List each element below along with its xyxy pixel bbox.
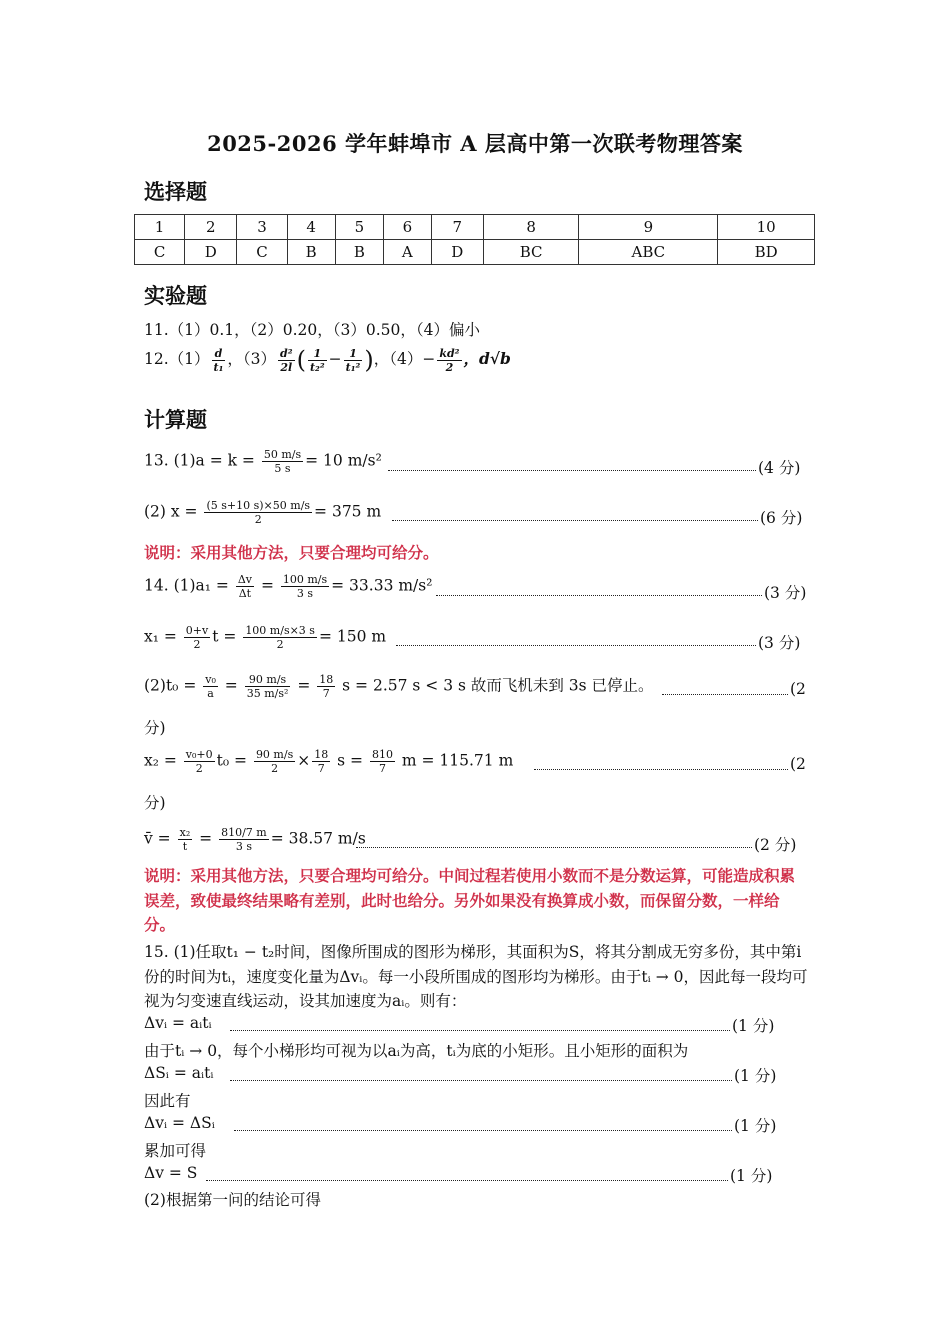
q15-eq1: Δvᵢ = aᵢtᵢ xyxy=(144,1014,212,1032)
fraction xyxy=(204,499,312,526)
table-cell: 8 xyxy=(483,215,578,240)
q15-part2: (2)根据第一问的结论可得 xyxy=(144,1191,321,1209)
q15-eq4: Δv = S xyxy=(144,1164,198,1182)
minus: − xyxy=(328,350,342,368)
q15-intro: 15. (1)任取t₁ − t₂时间，图像所围成的图形为梯形，其面积为S，将其分割成无穷多份，其中第i份的时间为tᵢ，速度变化量为Δvᵢ。每一小段所围成的图形均为梯形。由于tᵢ → 0，因此每一段均可视为匀变速直线运动，设其加速度为aᵢ。则有： xyxy=(144,943,808,1010)
text: = 10 m/s² xyxy=(305,451,382,470)
numerator: 100 m/s×3 s xyxy=(245,624,315,637)
table-cell: 9 xyxy=(579,215,718,240)
answer-q11: 11.（1）0.1，（2）0.20，（3）0.50，（4）偏小 xyxy=(144,321,481,339)
table-cell: 2 xyxy=(185,215,237,240)
text: x₂ = xyxy=(144,751,182,770)
fraction xyxy=(219,826,269,853)
score: (3 分) xyxy=(758,634,801,652)
score: (6 分) xyxy=(760,509,803,527)
denominator: a xyxy=(207,687,214,700)
numerator: 1 xyxy=(308,347,327,361)
fraction xyxy=(317,673,335,700)
table-cell: B xyxy=(287,240,335,265)
denominator: 2 xyxy=(276,638,284,651)
fraction xyxy=(243,624,317,651)
paren-open: ( xyxy=(296,346,306,374)
table-cell: 4 xyxy=(287,215,335,240)
text: = 38.57 m/s xyxy=(270,829,366,848)
denominator: 2 xyxy=(271,762,279,775)
numerator: d xyxy=(212,347,226,361)
leader-dots xyxy=(356,847,752,848)
numerator: 100 m/s xyxy=(282,573,328,586)
score: (2 xyxy=(790,680,806,698)
leader-dots xyxy=(662,694,788,695)
section-heading-experiment: 实验题 xyxy=(144,283,207,308)
denominator: 2 xyxy=(254,513,262,526)
numerator: 18 xyxy=(314,748,329,761)
denominator: 7 xyxy=(317,762,325,775)
table-cell: 5 xyxy=(335,215,383,240)
text: = 33.33 m/s² xyxy=(331,576,433,595)
denominator: 7 xyxy=(322,687,330,700)
leader-dots xyxy=(534,769,788,770)
denominator: 2l xyxy=(280,360,293,374)
fraction xyxy=(370,748,395,775)
text: = 375 m xyxy=(314,502,382,521)
q14-x2 xyxy=(144,748,513,775)
denominator: 3 s xyxy=(235,840,252,853)
denominator: 2 xyxy=(193,638,201,651)
denominator: t₂² xyxy=(309,360,325,374)
note-1: 说明：采用其他方法，只要合理均可给分。 xyxy=(144,543,439,562)
numerator: x₂ xyxy=(179,826,191,839)
leader-dots xyxy=(230,1030,730,1031)
text: = xyxy=(194,829,218,848)
denominator: t xyxy=(182,840,188,853)
table-cell: D xyxy=(185,240,237,265)
denominator: t₁² xyxy=(345,360,361,374)
text: × xyxy=(297,751,311,770)
fraction xyxy=(178,826,193,853)
leader-dots xyxy=(396,645,756,646)
text: = 150 m xyxy=(318,627,387,646)
fraction xyxy=(278,347,295,374)
q14-x1 xyxy=(144,624,386,651)
q15-text4: 累加可得 xyxy=(144,1142,207,1160)
numerator: v₀ xyxy=(205,673,216,686)
leader-dots xyxy=(234,1130,732,1131)
table-cell: 6 xyxy=(384,215,432,240)
fraction xyxy=(312,748,330,775)
score-continued: 分) xyxy=(144,794,166,812)
table-row-answers xyxy=(135,240,815,265)
leader-dots xyxy=(230,1080,732,1081)
text: = xyxy=(219,676,243,695)
text: = xyxy=(256,576,279,595)
text: ，（4）− xyxy=(373,350,436,368)
score: (2 分) xyxy=(754,836,797,854)
fraction xyxy=(254,748,295,775)
text: = xyxy=(292,676,316,695)
numerator: 90 m/s xyxy=(245,673,291,687)
table-cell: D xyxy=(431,240,483,265)
fraction xyxy=(344,347,363,374)
score: (1 分) xyxy=(734,1117,777,1135)
q15-text2: 由于tᵢ → 0，每个小梯形均可视为以aᵢ为高，tᵢ为底的小矩形。且小矩形的面积为 xyxy=(144,1042,689,1060)
numerator: 90 m/s xyxy=(255,748,294,761)
denominator: 2 xyxy=(445,360,454,374)
fraction xyxy=(262,448,303,475)
text: (2) x = xyxy=(144,502,203,521)
numerator: 1 xyxy=(344,347,363,361)
paren-close: ) xyxy=(364,346,374,374)
numerator: 810/7 m xyxy=(221,826,267,839)
numerator: d² xyxy=(280,346,293,360)
score: (4 分) xyxy=(758,459,801,477)
q14-part1 xyxy=(144,573,432,600)
text: 13. (1)a = k = xyxy=(144,451,260,470)
score: (1 分) xyxy=(732,1017,775,1035)
table-cell: B xyxy=(335,240,383,265)
numerator: v₀+0 xyxy=(185,748,213,761)
q15-eq3: Δvᵢ = ΔSᵢ xyxy=(144,1114,215,1132)
text: m = 115.71 m xyxy=(396,751,514,770)
q13-part1 xyxy=(144,448,382,475)
fraction xyxy=(184,748,215,775)
leader-dots xyxy=(206,1180,728,1181)
q14-average-velocity xyxy=(144,826,366,853)
numerator: 810 xyxy=(371,748,393,761)
answer-table xyxy=(134,214,815,265)
text: s = xyxy=(332,751,368,770)
fraction xyxy=(236,573,254,600)
score-continued: 分) xyxy=(144,719,166,737)
q15-text3: 因此有 xyxy=(144,1092,191,1110)
table-cell: BC xyxy=(483,240,578,265)
section-heading-choice: 选择题 xyxy=(144,179,207,204)
text: 14. (1)a₁ = xyxy=(144,576,234,595)
q13-part2 xyxy=(144,499,381,526)
note-2: 说明：采用其他方法，只要合理均可给分。中间过程若使用小数而不是分数运算，可能造成积累误差，致使最终结果略有差别，此时也给分。另外如果没有换算成小数，而保留分数，一样给分。 xyxy=(144,866,796,934)
text: 12.（1） xyxy=(144,350,210,368)
leader-dots xyxy=(392,520,758,521)
text: t₀ = xyxy=(216,751,252,770)
score: (1 分) xyxy=(730,1167,773,1185)
denominator: 35 m/s² xyxy=(246,687,289,700)
answer-q12 xyxy=(144,346,511,374)
table-cell: 3 xyxy=(237,215,287,240)
text: ，d√b xyxy=(463,349,511,368)
page-title: 2025-2026 学年蚌埠市 A 层高中第一次联考物理答案 xyxy=(207,131,743,156)
denominator: 7 xyxy=(378,762,386,775)
section-heading-calc: 计算题 xyxy=(144,407,207,432)
text: x₁ = xyxy=(144,627,182,646)
fraction xyxy=(184,624,210,651)
text: v̄ = xyxy=(144,829,176,848)
text: (2)t₀ = xyxy=(144,676,202,695)
q15-eq2: ΔSᵢ = aᵢtᵢ xyxy=(144,1064,214,1082)
score: (2 xyxy=(790,755,806,773)
table-row-numbers xyxy=(135,215,815,240)
fraction xyxy=(437,347,461,374)
fraction xyxy=(281,573,329,600)
numerator: kd² xyxy=(439,346,460,360)
table-cell: 1 xyxy=(135,215,185,240)
table-cell: C xyxy=(135,240,185,265)
score: (1 分) xyxy=(734,1067,777,1085)
denominator: 2 xyxy=(195,762,203,775)
denominator: Δt xyxy=(238,587,252,600)
table-cell: BD xyxy=(718,240,815,265)
leader-dots xyxy=(388,470,756,471)
score: (3 分) xyxy=(764,584,807,602)
text: s = 2.57 s < 3 s 故而飞机未到 3s 已停止。 xyxy=(337,676,654,695)
numerator: 50 m/s xyxy=(263,448,302,461)
denominator: 3 s xyxy=(296,587,314,600)
leader-dots xyxy=(436,595,762,596)
denominator: t₁ xyxy=(213,360,224,374)
numerator: (5 s+10 s)×50 m/s xyxy=(206,499,311,512)
denominator: 5 s xyxy=(274,462,291,475)
table-cell: A xyxy=(384,240,432,265)
numerator: 18 xyxy=(319,673,334,686)
q14-part2 xyxy=(144,673,654,700)
table-cell: 10 xyxy=(718,215,815,240)
fraction xyxy=(245,673,291,700)
table-cell: C xyxy=(237,240,287,265)
fraction xyxy=(203,673,218,700)
text: ，（3） xyxy=(227,350,277,368)
numerator: 0+v xyxy=(185,624,209,637)
fraction xyxy=(212,347,226,374)
numerator: Δv xyxy=(237,573,253,586)
table-cell: 7 xyxy=(431,215,483,240)
table-cell: ABC xyxy=(579,240,718,265)
fraction xyxy=(308,347,327,374)
text: t = xyxy=(212,627,242,646)
